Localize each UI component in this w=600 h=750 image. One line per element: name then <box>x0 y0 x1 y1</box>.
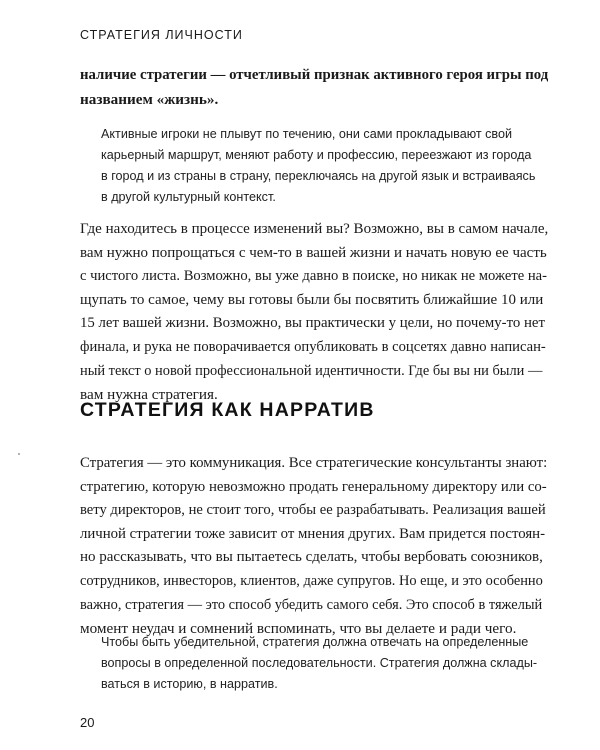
body-paragraph-3 <box>80 452 548 641</box>
text-line: 15 лет вашей жизни. Возможно, вы практически у цели, но почему-то нет <box>80 315 545 332</box>
text-line: названием «жизнь». <box>80 90 219 108</box>
intro-paragraph <box>80 64 548 111</box>
text-line: Стратегия — это коммуникация. Все стратегические консультанты знают: <box>80 455 548 471</box>
pull-quote-1 <box>101 124 541 208</box>
text-line: ный текст о новой профессиональной идентичности. Где бы вы ни были — <box>80 362 543 379</box>
text-line: наличие стратегии — отчетливый признак активного героя игры под <box>80 67 549 83</box>
text-line: но рассказывать, что вы пытаетесь сделать, чтобы вербовать союзников, <box>80 549 543 566</box>
running-head: СТРАТЕГИЯ ЛИЧНОСТИ <box>80 28 243 42</box>
pull-quote-2 <box>101 632 541 695</box>
text-line: с чистого листа. Возможно, вы уже давно в поиске, но никак не можете на- <box>80 268 547 285</box>
text-line: Активные игроки не плывут по течению, они сами прокладывают свой <box>101 127 513 141</box>
text-line: сотрудников, инвесторов, клиентов, даже супругов. Но еще, и это особенно <box>80 572 543 589</box>
text-line: стратегию, которую невозможно продать генеральному директору или со- <box>80 478 547 495</box>
text-line: личной стратегии тоже зависит от мнения других. Вам придется постоян- <box>80 525 546 542</box>
text-line: в другой культурный контекст. <box>101 190 276 204</box>
text-line: вопросы в определенной последовательности. Стратегия должна склады- <box>101 656 538 670</box>
text-line: вам нужно попрощаться с чем-то в вашей жизни и начать новую ее часть <box>80 244 547 261</box>
section-heading: СТРАТЕГИЯ КАК НАРРАТИВ <box>80 399 375 421</box>
text-line: ваться в историю, в нарратив. <box>101 677 278 691</box>
text-line: момент неудач и сомнений вспоминать, что вы делаете и ради чего. <box>80 620 517 638</box>
text-line: Чтобы быть убедительной, стратегия должна отвечать на определенные <box>101 635 529 649</box>
text-line: Где находитесь в процессе изменений вы? Возможно, вы в самом начале, <box>80 221 549 237</box>
text-line: вету директоров, не стоит того, чтобы ее разрабатывать. Реализация вашей <box>80 502 546 519</box>
text-line: вам нужна стратегия. <box>80 386 218 404</box>
text-line: финала, и рука не поворачивается опубликовать в соцсетях давно написан- <box>80 338 546 355</box>
text-line: важно, стратегия — это способ убедить самого себя. Это способ в тяжелый <box>80 596 543 613</box>
text-line: в город и из страны в страну, переключаясь на другой язык и встраиваясь <box>101 169 536 183</box>
body-paragraph-2 <box>80 218 548 407</box>
margin-mark <box>18 453 20 455</box>
page-number: 20 <box>80 715 95 730</box>
text-line: щупать то самое, чему вы готовы были бы посвятить ближайшие 10 или <box>80 291 544 308</box>
text-line: карьерный маршрут, меняют работу и профессию, переезжают из города <box>101 148 532 162</box>
